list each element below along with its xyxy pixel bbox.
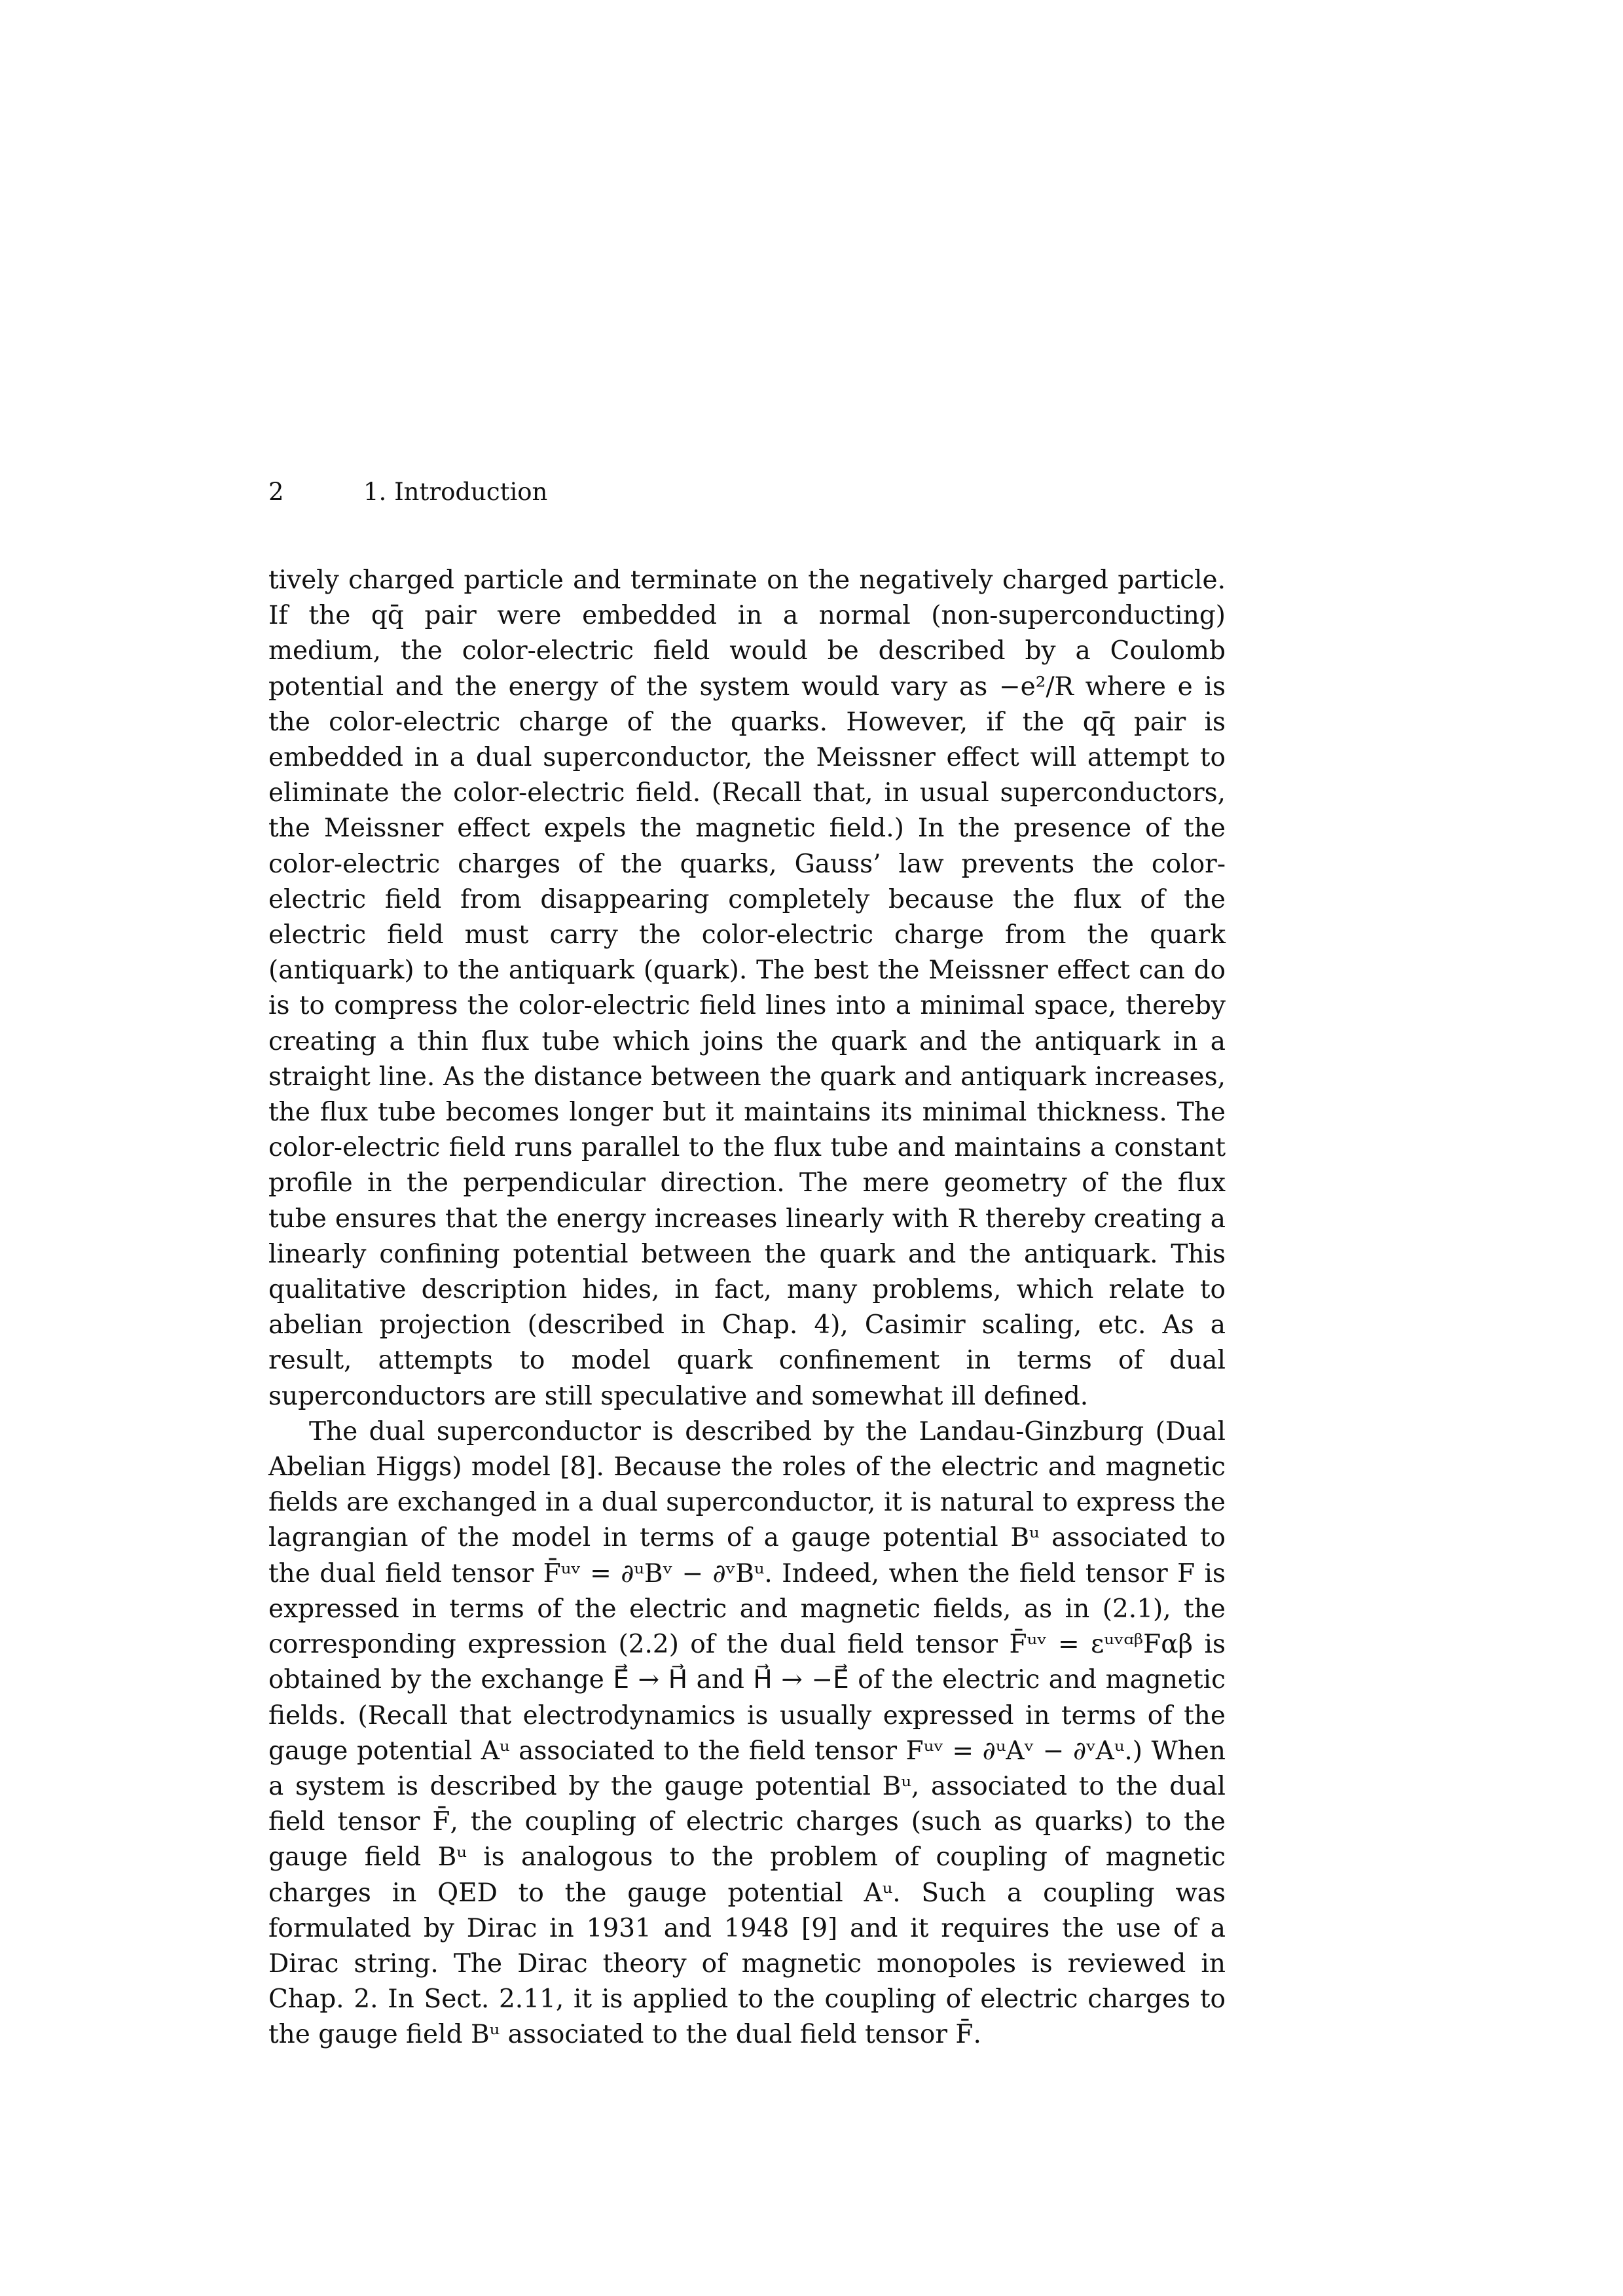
paragraph-2: The dual superconductor is described by the Landau-Ginzburg (Dual Abelian Higgs) model [8]. Because the roles of the electric and magnetic fields are exchanged in a dual superconductor, it is natural to express the lagrangian of the model in terms of a gauge potential Bᵘ associated to the dual field tensor F̄ᵘᵛ = ∂ᵘBᵛ − ∂ᵛBᵘ. Indeed, when the field tensor F is expressed in terms of the electric and magnetic fields, as in (2.1), the corresponding expression (2.2) of the dual field tensor F̄ᵘᵛ = εᵘᵛᵅᵝFαβ is obtained by the exchange E⃗ → H⃗ and H⃗ → −E⃗ of the electric and magnetic fields. (Recall that electrodynamics is usually expressed in terms of the gauge potential Aᵘ associated to the field tensor Fᵘᵛ = ∂ᵘAᵛ − ∂ᵛAᵘ.) When a system is described by the gauge potential Bᵘ, associated to the dual field tensor F̄, the coupling of electric charges (such as quarks) to the gauge field Bᵘ is analogous to the problem of coupling of magnetic charges in QED to the gauge potential Aᵘ. Such a coupling was formulated by Dirac in 1931 and 1948 [9] and it requires the use of a Dirac string. The Dirac theory of magnetic monopoles is reviewed in Chap. 2. In Sect. 2.11, it is applied to the coupling of electric charges to the gauge field Bᵘ associated to the dual field tensor F̄. <box>268 1416 1226 2050</box>
running-head <box>268 473 1226 512</box>
paragraph-1: tively charged particle and terminate on the negatively charged particle. If the qq̄ pair were embedded in a normal (non-superconducting) medium, the color-electric field would be described by a Coulomb potential and the energy of the system would vary as −e²/R where e is the color-electric charge of the quarks. However, if the qq̄ pair is embedded in a dual superconductor, the Meissner effect will attempt to eliminate the color-electric field. (Recall that, in usual superconductors, the Meissner effect expels the magnetic field.) In the presence of the color-electric charges of the quarks, Gauss’ law prevents the color-electric field from disappearing completely because the flux of the electric field must carry the color-electric charge from the quark (antiquark) to the antiquark (quark). The best the Meissner effect can do is to compress the color-electric field lines into a minimal space, thereby creating a thin flux tube which joins the quark and the antiquark in a straight line. As the distance between the quark and antiquark increases, the flux tube becomes longer but it maintains its minimal thickness. The color-electric field runs parallel to the flux tube and maintains a constant profile in the perpendicular direction. The mere geometry of the flux tube ensures that the energy increases linearly with R thereby creating a linearly confining potential between the quark and the antiquark. This qualitative description hides, in fact, many problems, which relate to abelian projection (described in Chap. 4), Casimir scaling, etc. As a result, attempts to model quark confinement in terms of dual superconductors are still speculative and somewhat ill defined. <box>268 565 1226 1411</box>
page-number: 2 <box>268 478 284 506</box>
body-text <box>268 563 1226 2053</box>
chapter-title: 1. Introduction <box>363 478 548 506</box>
